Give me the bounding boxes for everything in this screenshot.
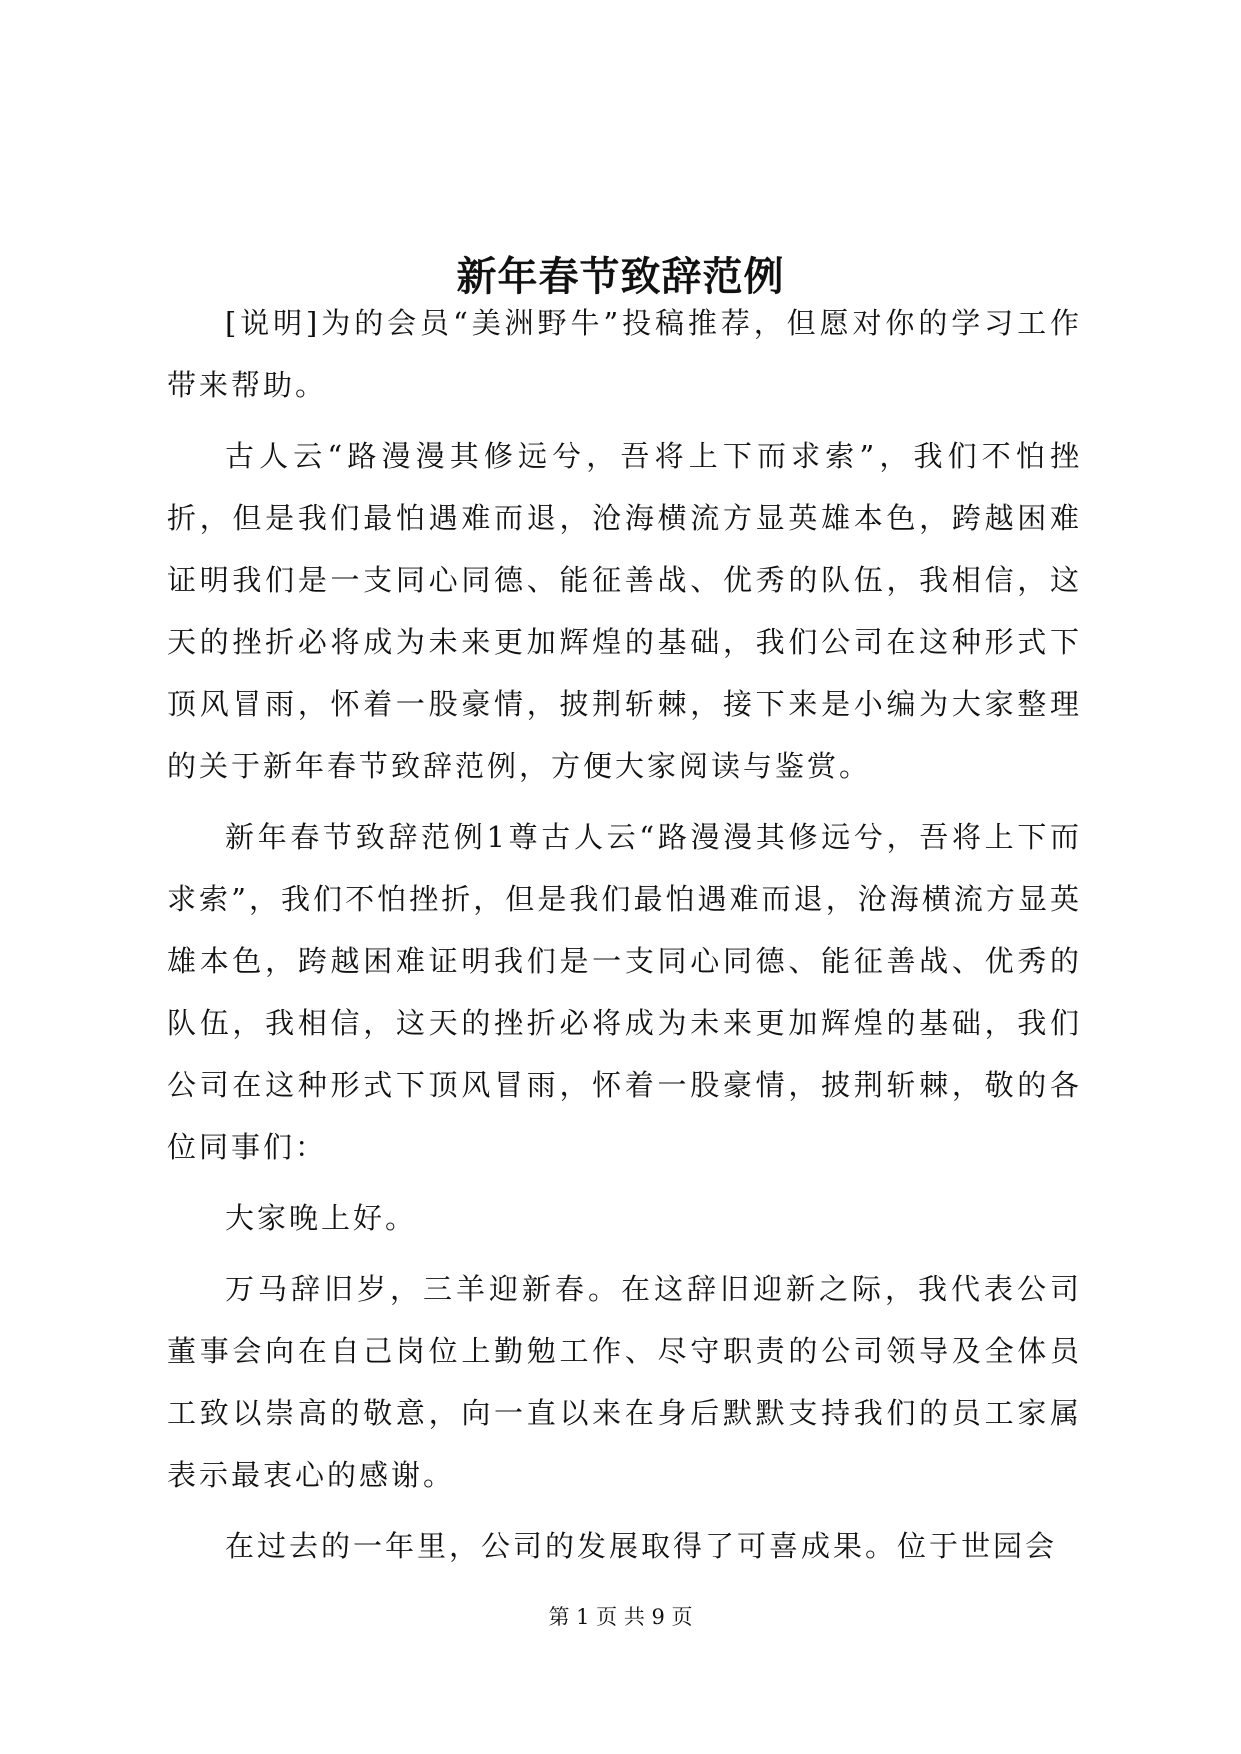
paragraph-greeting: 大家晚上好。 <box>225 1201 418 1235</box>
paragraph-intro: 古人云“路漫漫其修远兮，吾将上下而求索”，我们不怕挫折，但是我们最怕遇难而退，沧海横流方显英雄本色，跨越困难证明我们是一支同心同德、能征善战、优秀的队伍，我相信，这天的挫折必将成为未来更加辉煌的基础，我们公司在这种形式下顶风冒雨，怀着一股豪情，披荆斩棘，接下来是小编为大家整理的关于新年春节致辞范例，方便大家阅读与鉴赏。 <box>167 439 1082 783</box>
paragraph-note: [说明]为的会员“美洲野牛”投稿推荐，但愿对你的学习工作带来帮助。 <box>167 306 1082 402</box>
document-title: 新年春节致辞范例 <box>456 252 785 300</box>
page-footer: 第 1 页 共 9 页 <box>548 1605 693 1629</box>
document-body <box>167 292 1082 1586</box>
paragraph-example-1: 新年春节致辞范例1尊古人云“路漫漫其修远兮，吾将上下而求索”，我们不怕挫折，但是我们最怕遇难而退，沧海横流方显英雄本色，跨越困难证明我们是一支同心同德、能征善战、优秀的队伍，我相信，这天的挫折必将成为未来更加辉煌的基础，我们公司在这种形式下顶风冒雨，怀着一股豪情，披荆斩棘，敬的各位同事们： <box>167 820 1082 1164</box>
paragraph-thanks: 万马辞旧岁，三羊迎新春。在这辞旧迎新之际，我代表公司董事会向在自己岗位上勤勉工作、尽守职责的公司领导及全体员工致以崇高的敬意，向一直以来在身后默默支持我们的员工家属表示最衷心的感谢。 <box>167 1272 1082 1492</box>
paragraph-achievements: 在过去的一年里，公司的发展取得了可喜成果。位于世园会 <box>225 1529 1058 1563</box>
